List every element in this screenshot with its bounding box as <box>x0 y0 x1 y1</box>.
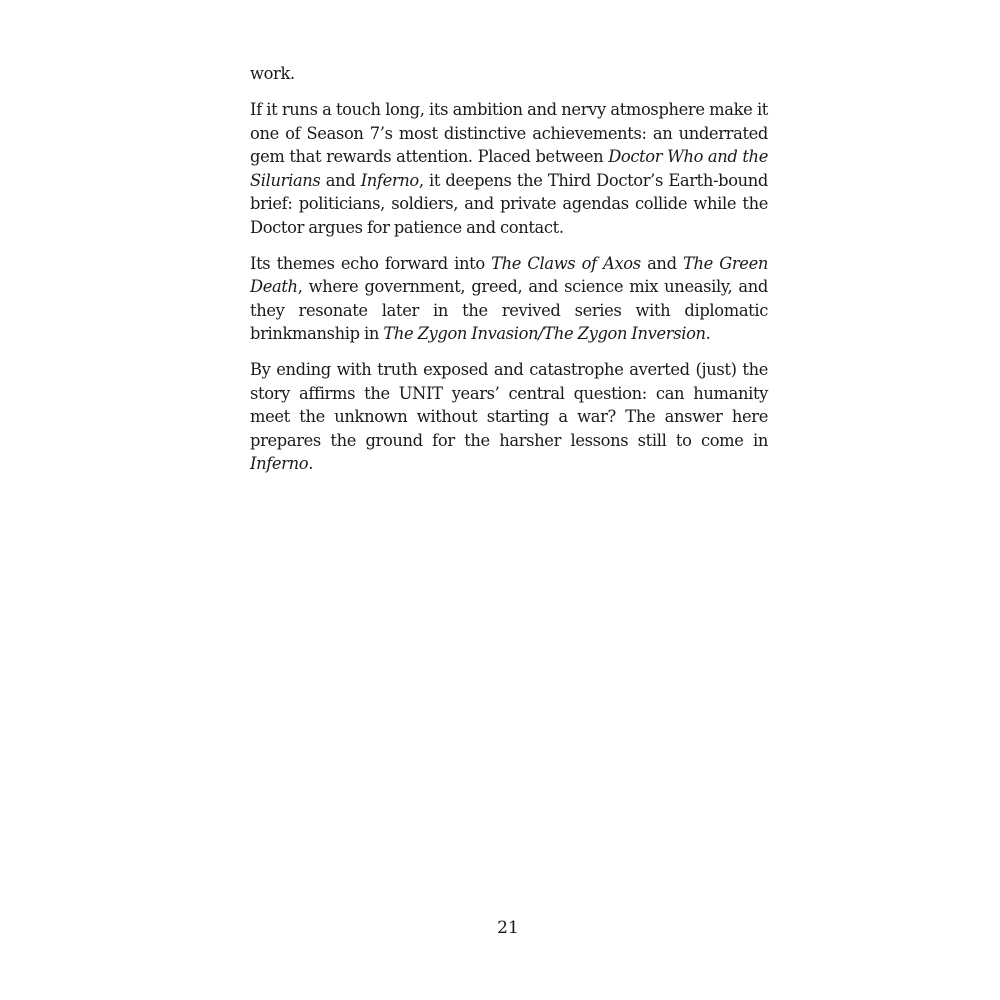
text-segment: . <box>308 454 314 473</box>
paragraph-themes <box>250 252 768 346</box>
text-segment: , it deepens the Third Doctor’s Earth-bound brief: politicians, soldiers, and private agendas collide while the Doctor argues for patience and contact. <box>250 170 768 237</box>
text-segment: If it runs a touch long, its ambition and nervy atmosphere make it one of Season 7’s most distinctive achievements: an underrated gem that rewards attention. Placed between <box>250 100 768 166</box>
title-the-green-death: The Green Death <box>250 253 769 296</box>
title-inferno: Inferno <box>360 170 419 190</box>
page-number: 21 <box>497 918 519 938</box>
text-segment: Its themes echo forward into <box>250 253 492 273</box>
title-the-claws-of-axos: The Claws of Axos <box>491 253 641 273</box>
text-segment: and <box>640 253 683 273</box>
text-segment: . <box>705 324 711 343</box>
text-segment: , where government, greed, and science mix uneasily, and they resonate later in the revived series with diplomatic brinkmanship in <box>250 277 768 343</box>
title-the-zygon-invasion: The Zygon Invasion/The Zygon Inversion <box>383 324 706 343</box>
paragraph-ending <box>250 358 768 476</box>
body-text <box>250 62 768 488</box>
paragraph-season-7 <box>250 98 768 239</box>
text-segment: By ending with truth exposed and catastrophe averted (just) the story affirms the UNIT years’ central question: can humanity meet the unknown without starting a war? The answer here prepares the ground for the harsher lessons still to come in <box>250 360 768 450</box>
paragraph-continuation <box>250 62 768 86</box>
title-doctor-who-and-the-silurians: Doctor Who and the Silurians <box>250 147 768 190</box>
text-segment: work. <box>250 64 295 83</box>
text-segment: and <box>320 170 361 190</box>
title-inferno: Inferno <box>250 454 309 473</box>
